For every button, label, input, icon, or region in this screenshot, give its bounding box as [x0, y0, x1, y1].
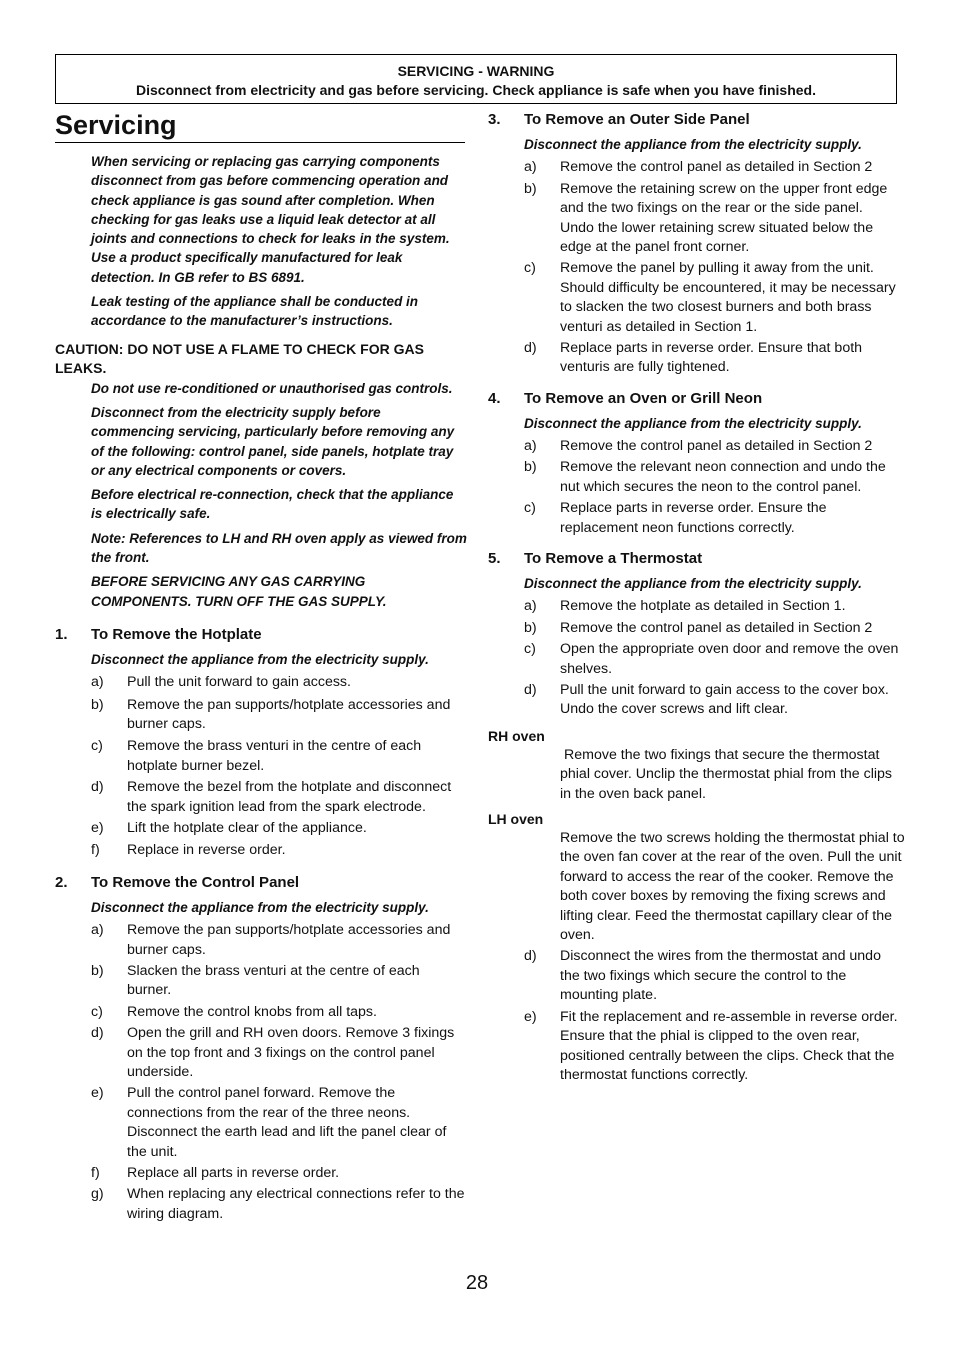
- item-text: Remove the control panel as detailed in Section 2: [560, 438, 873, 455]
- item-text: Replace all parts in reverse order.: [127, 1165, 340, 1182]
- item-text: Remove the control knobs from all taps.: [127, 1003, 377, 1020]
- item-letter: c): [91, 738, 103, 755]
- list-item: [488, 597, 900, 616]
- item-letter: e): [91, 820, 104, 837]
- item-text: Replace parts in reverse order. Ensure that both venturis are fully tightened.: [560, 339, 863, 376]
- section-heading: [55, 625, 467, 645]
- section-title: To Remove the Control Panel: [91, 873, 300, 891]
- list-item: [488, 619, 900, 638]
- lh-oven-label: LH oven: [488, 811, 544, 828]
- item-letter: c): [524, 260, 536, 277]
- section-title: To Remove an Oven or Grill Neon: [524, 389, 763, 407]
- intro-paragraph: Disconnect from the electricity supply before commencing servicing, particularly before removing any of the following: control panel, side panels, hotplate tray or any electrical components or covers.: [91, 404, 455, 478]
- intro-paragraph: Note: References to LH and RH oven apply as viewed from the front.: [91, 530, 467, 566]
- item-text: Open the appropriate oven door and remove the oven shelves.: [560, 641, 899, 677]
- item-letter: e): [524, 1008, 537, 1025]
- item-text: Fit the replacement and re-assemble in reverse order. Ensure that the phial is clipped to the oven rear, positioned centrally between the clips. Check that the thermostat functions correctly.: [560, 1008, 898, 1083]
- list-item: [55, 1084, 467, 1162]
- list-item: [488, 259, 900, 337]
- item-letter: b): [91, 696, 104, 713]
- servicing-warning-box: [55, 54, 897, 104]
- item-text: Pull the control panel forward. Remove the connections from the rear of the three neons. Disconnect the earth lead and lift the panel clear of the unit.: [127, 1085, 447, 1160]
- item-text: Remove the pan supports/hotplate accessories and burner caps.: [127, 696, 451, 733]
- list-item: [488, 947, 900, 1005]
- item-text: Remove the relevant neon connection and undo the nut which secures the neon to the control panel.: [560, 459, 886, 495]
- intro-paragraph: Before electrical re-connection, check that the appliance is electrically safe.: [91, 487, 454, 522]
- section-thermostat: [488, 549, 905, 1085]
- item-text: Open the grill and RH oven doors. Remove 3 fixings on the top front and 3 fixings on the control panel underside.: [127, 1025, 455, 1081]
- item-letter: a): [524, 598, 537, 615]
- page-title: Servicing: [55, 108, 465, 143]
- item-letter: c): [524, 500, 536, 517]
- item-text: Lift the hotplate clear of the appliance.: [127, 820, 367, 837]
- item-letter: d): [91, 1025, 104, 1042]
- right-column: [488, 110, 905, 1085]
- item-text: When replacing any electrical connections refer to the wiring diagram.: [127, 1186, 465, 1222]
- list-item: [55, 696, 467, 735]
- step-list: [488, 947, 900, 1085]
- list-item: [55, 1024, 467, 1082]
- item-text: Remove the bezel from the hotplate and disconnect the spark ignition lead from the spark electrode.: [127, 779, 452, 815]
- list-item: [488, 158, 900, 177]
- intro-paragraph: Leak testing of the appliance shall be conducted in accordance to the manufacturer’s instructions.: [91, 294, 419, 329]
- item-letter: a): [91, 674, 104, 691]
- section-heading: [488, 389, 900, 409]
- list-item: [55, 737, 467, 776]
- list-item: [55, 778, 467, 817]
- page-number: 28: [465, 1272, 489, 1294]
- list-item: [55, 962, 467, 1001]
- intro-paragraph: When servicing or replacing gas carrying components disconnect from gas before commencing operation and check appliance is gas sound after completion. When checking for gas leaks use a liquid leak detector at all joints and connections to check for leaks in the system. Use a product specifically manufactured for leak detection. In GB refer to BS 6891.: [91, 154, 450, 285]
- section-heading: [55, 873, 467, 893]
- section-heading: [488, 110, 900, 130]
- list-item: [488, 339, 900, 378]
- list-item: [55, 921, 467, 960]
- section-note: Disconnect the appliance from the electricity supply.: [524, 137, 862, 152]
- item-text: Remove the brass venturi in the centre of each hotplate burner bezel.: [127, 738, 422, 774]
- section-number: 2.: [55, 873, 68, 891]
- item-text: Pull the unit forward to gain access.: [127, 674, 351, 691]
- list-item: [488, 499, 900, 538]
- list-item: [488, 1008, 900, 1086]
- list-item: [488, 180, 900, 258]
- item-letter: c): [91, 1003, 103, 1020]
- list-item: [488, 681, 900, 720]
- rh-oven-label: RH oven: [488, 727, 545, 744]
- section-control-panel: [55, 873, 467, 1224]
- item-letter: d): [91, 779, 104, 796]
- item-text: Remove the hotplate as detailed in Section 1.: [560, 598, 846, 615]
- intro-paragraph: Do not use re-conditioned or unauthorised gas controls.: [91, 380, 453, 396]
- section-outer-side-panel: [488, 110, 900, 378]
- step-list: [488, 437, 900, 538]
- section-number: 1.: [55, 625, 68, 643]
- list-item: [488, 640, 900, 679]
- item-text: Remove the panel by pulling it away from the unit. Should difficulty be encountered, it may be necessary to slacken the two closest burners and both brass venturi as detailed in Section 1.: [560, 260, 896, 335]
- item-letter: a): [524, 438, 537, 455]
- step-list: [55, 921, 467, 1224]
- section-note: Disconnect the appliance from the electricity supply.: [91, 651, 429, 667]
- item-letter: d): [524, 948, 537, 965]
- warning-heading: SERVICING - WARNING: [397, 63, 555, 79]
- item-letter: g): [91, 1186, 104, 1203]
- section-title: To Remove an Outer Side Panel: [524, 111, 750, 128]
- section-number: 5.: [488, 550, 501, 568]
- lh-oven-text: Remove the two screws holding the thermostat phial to the oven fan cover at the rear of the oven. Pull the unit forward to access the rear of the cooker. Remove the both cover boxes by removing the fixing screws and lifting clear. Feed the thermostat capillary clear of the oven.: [560, 830, 905, 944]
- list-item: [55, 1164, 467, 1183]
- list-item: [488, 458, 900, 497]
- list-item: [488, 437, 900, 456]
- section-hotplate: [55, 625, 467, 861]
- section-note: Disconnect the appliance from the electricity supply.: [91, 899, 429, 915]
- list-item: [55, 1185, 467, 1224]
- item-text: Remove the retaining screw on the upper front edge and the two fixings on the rear or the side panel. Undo the lower retaining screw situated below the edge at the panel front corner.: [560, 180, 888, 255]
- item-letter: f): [91, 1165, 100, 1182]
- item-letter: b): [524, 619, 537, 636]
- list-item: [55, 841, 467, 860]
- step-list: [55, 673, 467, 861]
- caution-text: CAUTION: DO NOT USE A FLAME TO CHECK FOR GAS LEAKS.: [55, 340, 424, 376]
- section-number: 3.: [488, 111, 501, 128]
- section-note: Disconnect the appliance from the electricity supply.: [524, 415, 862, 431]
- item-text: Replace in reverse order.: [127, 842, 286, 859]
- item-text: Remove the control panel as detailed in Section 2: [560, 159, 873, 176]
- section-title: To Remove a Thermostat: [524, 550, 703, 568]
- item-letter: d): [524, 682, 537, 699]
- item-letter: a): [524, 159, 537, 176]
- intro-paragraph: BEFORE SERVICING ANY GAS CARRYING COMPONENTS. TURN OFF THE GAS SUPPLY.: [91, 574, 387, 609]
- item-text: Disconnect the wires from the thermostat and undo the two fixings which secure the control to the mounting plate.: [560, 948, 881, 1004]
- item-letter: d): [524, 339, 537, 356]
- list-item: [55, 1003, 467, 1022]
- item-text: Remove the pan supports/hotplate accessories and burner caps.: [127, 922, 451, 958]
- rh-oven-text: Remove the two fixings that secure the thermostat phial cover. Unclip the thermostat phial from the clips in the oven back panel.: [560, 746, 892, 802]
- step-list: [488, 597, 900, 719]
- item-text: Pull the unit forward to gain access to the cover box. Undo the cover screws and lift clear.: [560, 682, 889, 718]
- item-text: Replace parts in reverse order. Ensure the replacement neon functions correctly.: [560, 500, 827, 536]
- list-item: [55, 673, 467, 692]
- item-letter: f): [91, 842, 100, 859]
- item-letter: e): [91, 1085, 104, 1102]
- item-letter: b): [524, 180, 537, 197]
- item-letter: c): [524, 641, 536, 658]
- list-item: [55, 819, 467, 838]
- left-column: [55, 152, 467, 1224]
- step-list: [488, 158, 900, 377]
- section-number: 4.: [488, 389, 501, 407]
- item-text: Remove the control panel as detailed in Section 2: [560, 619, 873, 636]
- item-text: Slacken the brass venturi at the centre of each burner.: [127, 963, 420, 999]
- warning-text: Disconnect from electricity and gas before servicing. Check appliance is safe when you have finished.: [136, 82, 816, 98]
- section-neon: [488, 389, 900, 538]
- section-heading: [488, 549, 900, 569]
- item-letter: b): [524, 459, 537, 476]
- section-title: To Remove the Hotplate: [91, 625, 262, 643]
- item-letter: a): [91, 922, 104, 939]
- section-note: Disconnect the appliance from the electricity supply.: [524, 576, 862, 592]
- item-letter: b): [91, 963, 104, 979]
